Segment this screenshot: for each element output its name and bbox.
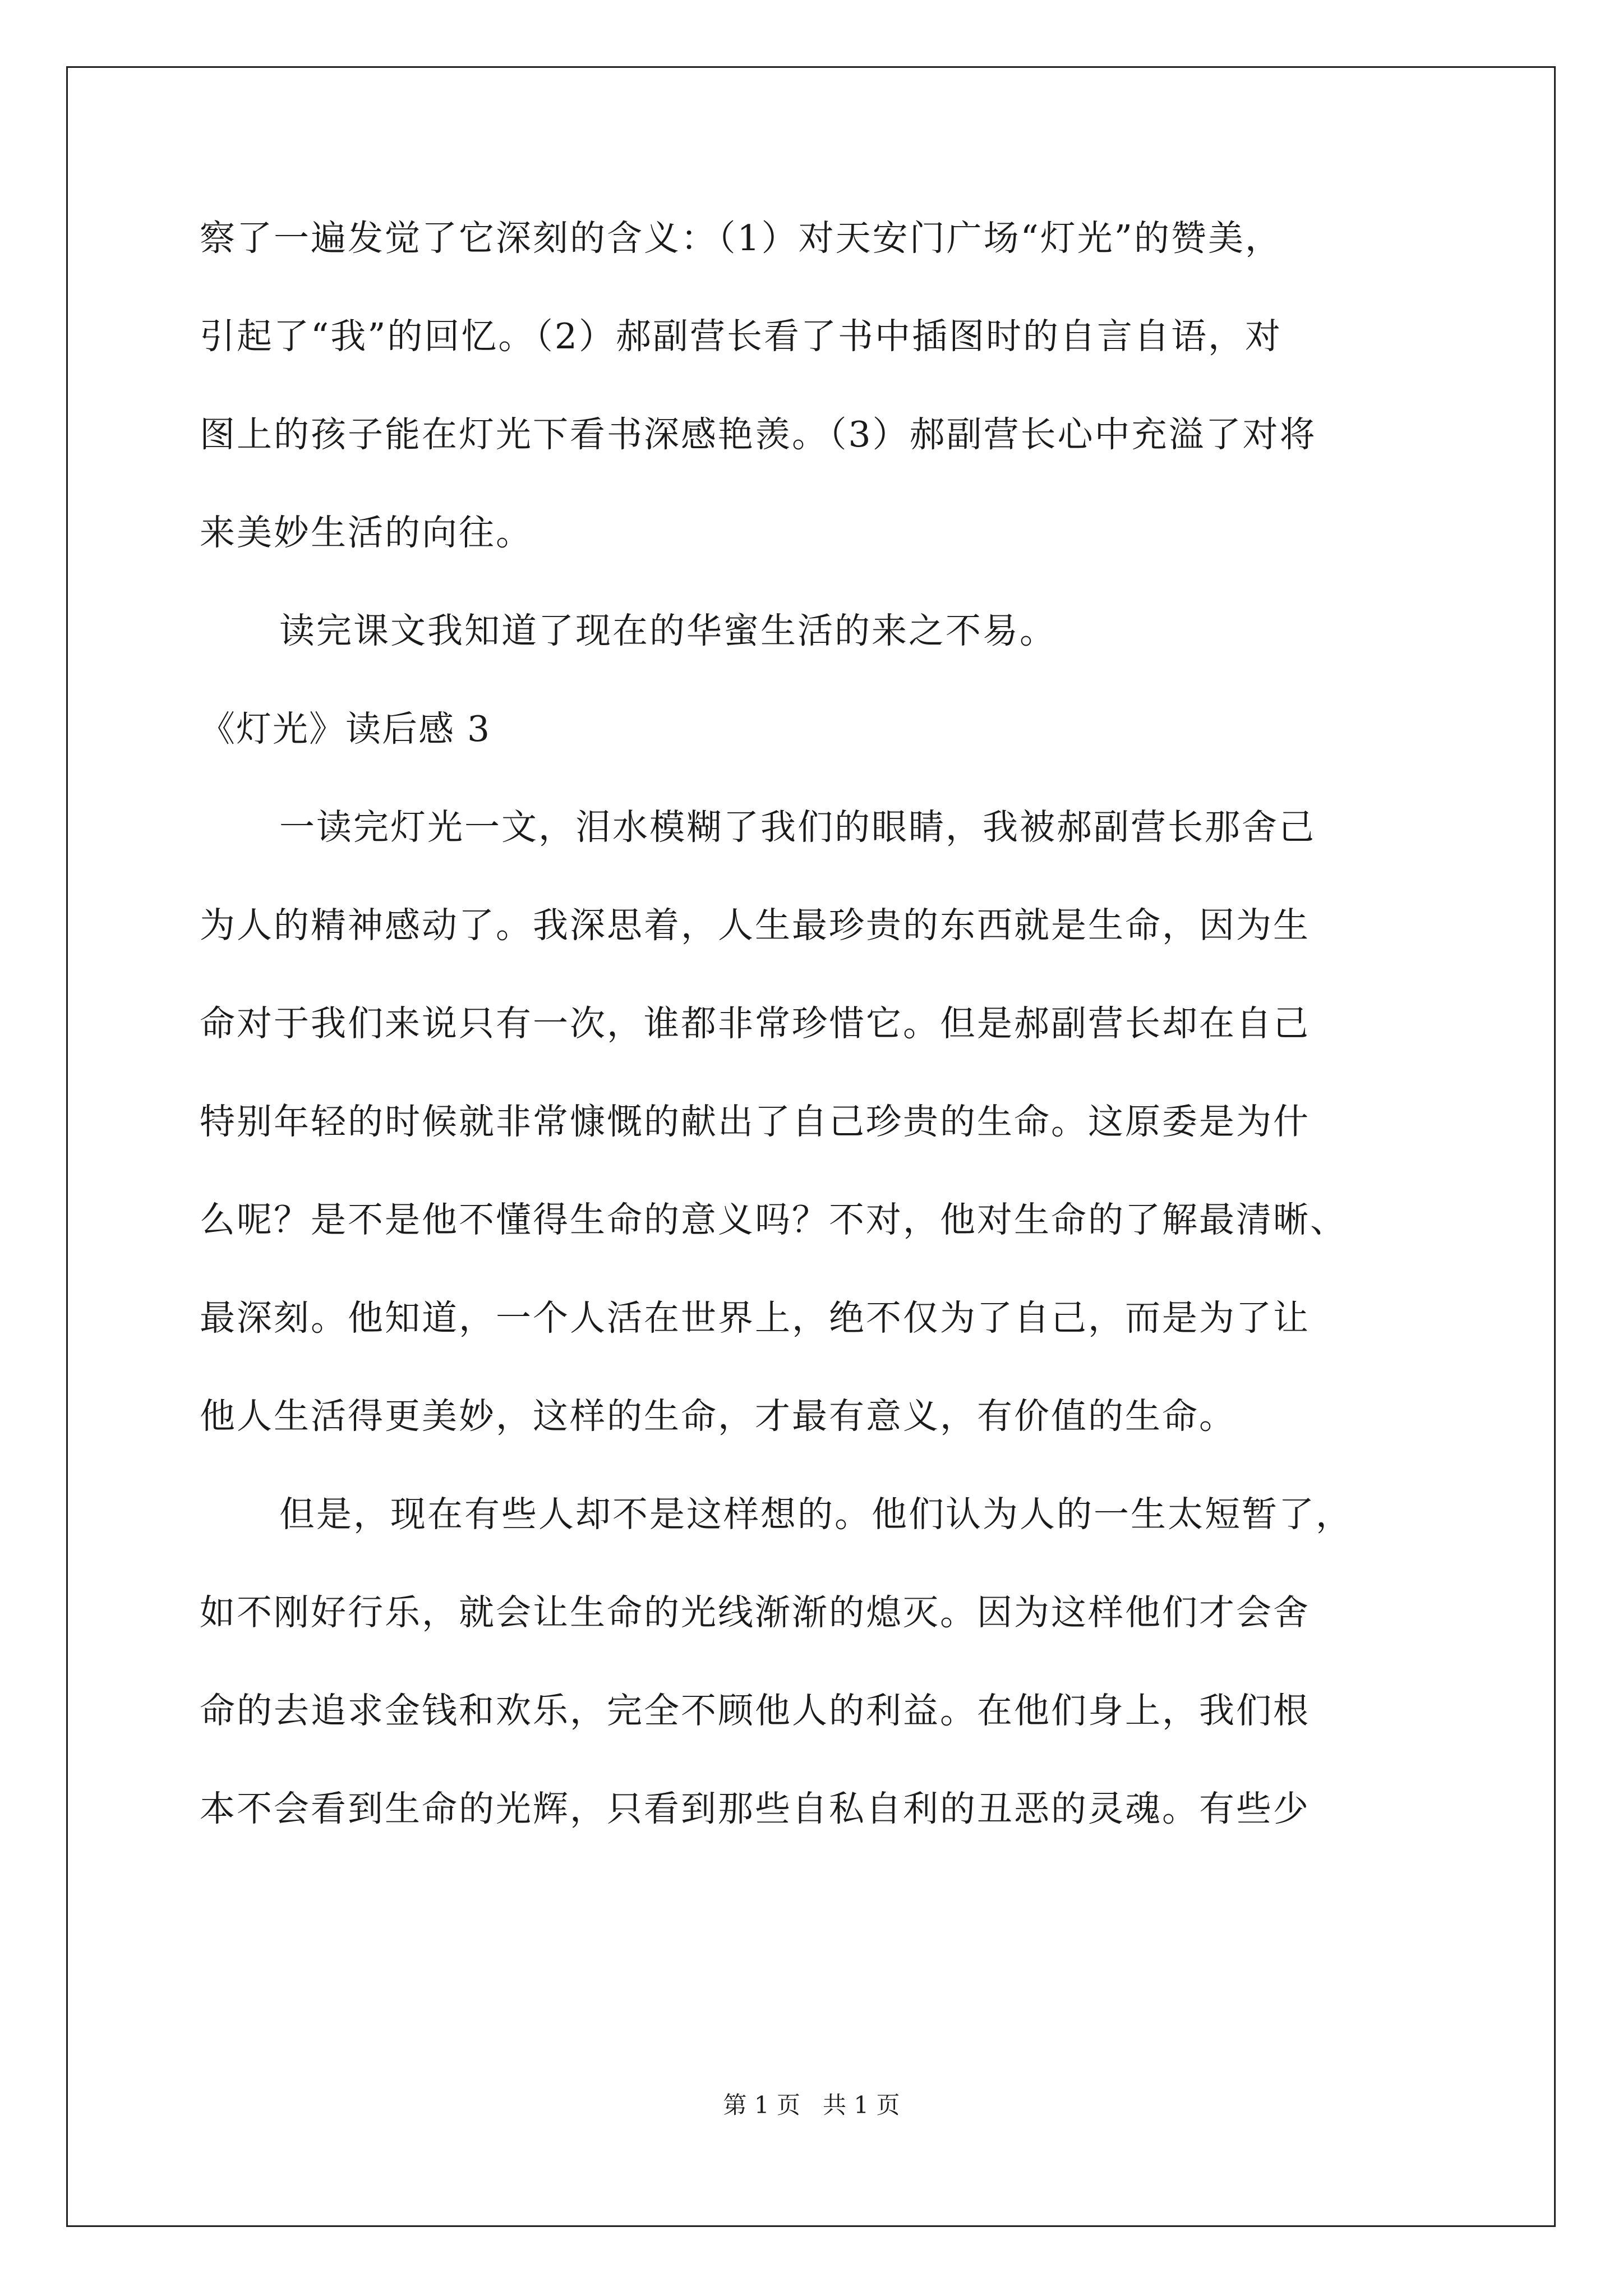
paragraph-line: 察了一遍发觉了它深刻的含义：（1）对天安门广场“灯光”的赞美， — [200, 218, 1282, 259]
paragraph-line: 但是，现在有些人却不是这样想的。他们认为人的一生太短暂了， — [279, 1494, 1353, 1535]
paragraph-line: 来美妙生活的向往。 — [200, 512, 533, 553]
paragraph-line: 命对于我们来说只有一次，谁都非常珍惜它。但是郝副营长却在自己 — [200, 1003, 1310, 1044]
paragraph-line: 特别年轻的时候就非常慷慨的献出了自己珍贵的生命。这原委是为什 — [200, 1101, 1310, 1142]
paragraph-line: 他人生活得更美妙，这样的生命，才最有意义，有价值的生命。 — [200, 1396, 1236, 1437]
paragraph-line: 引起了“我”的回忆。（2）郝副营长看了书中插图时的自言自语，对 — [200, 316, 1282, 357]
paragraph-line: 如不刚好行乐，就会让生命的光线渐渐的熄灭。因为这样他们才会舍 — [200, 1592, 1310, 1633]
paragraph-line: 一读完灯光一文，泪水模糊了我们的眼睛，我被郝副营长那舍己 — [279, 807, 1316, 848]
paragraph-line: 读完课文我知道了现在的华蜜生活的来之不易。 — [279, 610, 1057, 651]
paragraph-line: 为人的精神感动了。我深思着，人生最珍贵的东西就是生命，因为生 — [200, 905, 1310, 946]
paragraph-line: 本不会看到生命的光辉，只看到那些自私自利的丑恶的灵魂。有些少 — [200, 1788, 1310, 1829]
paragraph-line: 么呢？是不是他不懂得生命的意义吗？不对，他对生命的了解最清晰、 — [200, 1199, 1347, 1240]
section-heading: 《灯光》读后感 3 — [200, 708, 491, 749]
page-border — [66, 66, 1556, 2227]
paragraph-line: 图上的孩子能在灯光下看书深感艳羡。（3）郝副营长心中充溢了对将 — [200, 414, 1317, 455]
paragraph-line: 命的去追求金钱和欢乐，完全不顾他人的利益。在他们身上，我们根 — [200, 1690, 1310, 1731]
paragraph-line: 最深刻。他知道，一个人活在世界上，绝不仅为了自己，而是为了让 — [200, 1297, 1310, 1338]
page-footer: 第 1 页 共 1 页 — [723, 2091, 900, 2119]
